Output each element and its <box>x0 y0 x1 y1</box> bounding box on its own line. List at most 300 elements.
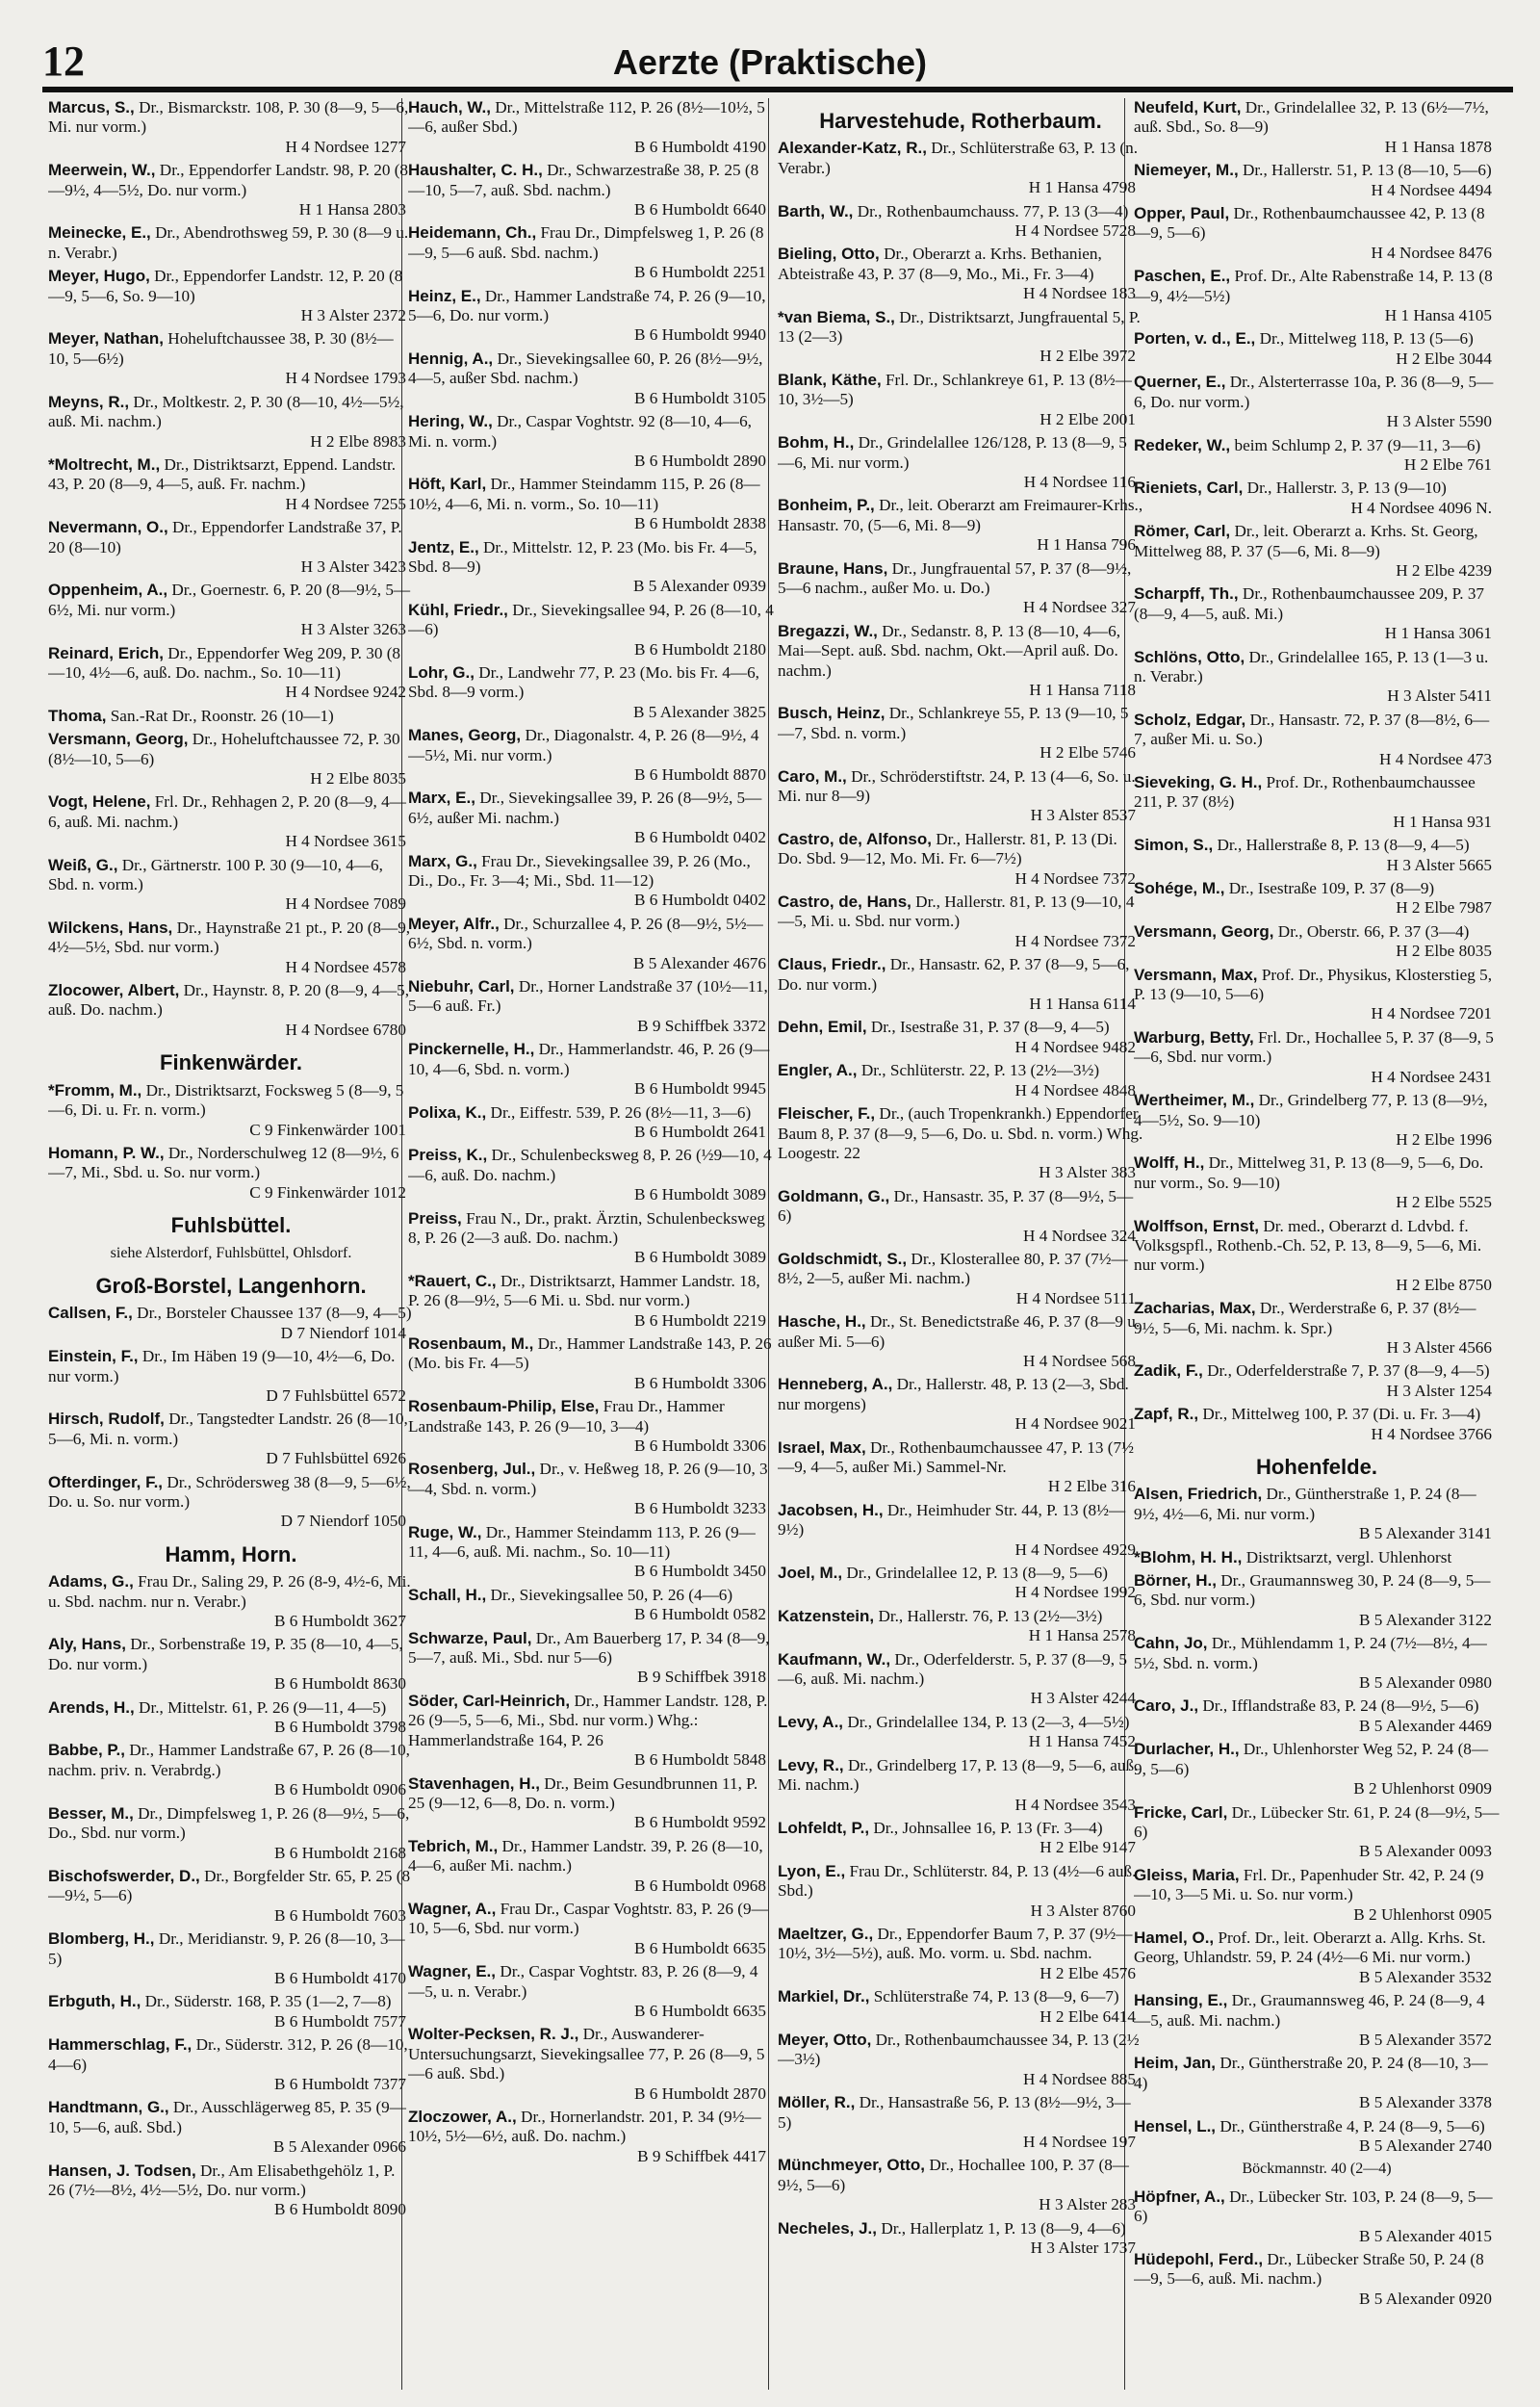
entry-details: Dr., Goernestr. 6, P. 20 (8—9½, 5—6½, Mi. nur vorm.) <box>48 581 411 619</box>
entry-details: Dr., Eppendorfer Landstr. 98, P. 20 (8—9½, 4—5½, Do. nur vorm.) <box>48 161 409 199</box>
entry-name: Lohfeldt, P., <box>778 1818 870 1837</box>
entry-phone: H 3 Alster 3423 <box>300 556 406 576</box>
district-heading: Hamm, Horn. <box>165 1541 297 1566</box>
entry-details: Dr., Schwarzestraße 38, P. 25 (8—10, 5—7, auß. Sbd. nachm.) <box>408 161 759 199</box>
entry-phone: H 2 Elbe 3972 <box>1040 347 1136 366</box>
entry-details: Dr., Hammer Landstraße 143, P. 26 (Mo. bis Fr. 4—5) <box>408 1333 772 1373</box>
entry-name: Rosenbaum, M., <box>408 1333 534 1353</box>
entry-details: Dr., Gärtnerstr. 100 P. 30 (9—10, 4—6, Sbd. n. vorm.) <box>48 855 383 894</box>
entry-name: Hauch, W., <box>408 98 491 116</box>
entry-phone: B 6 Humboldt 3105 <box>633 388 766 407</box>
entry-name: Preiss, K., <box>408 1146 488 1165</box>
entry-phone: H 4 Nordsee 2431 <box>1371 1067 1492 1086</box>
entry-details: Dr., Schurzallee 4, P. 26 (8—9½, 5½—6½, Sbd. n. vorm.) <box>408 914 763 953</box>
directory-entry <box>48 1635 414 1694</box>
directory-entry <box>408 1586 774 1625</box>
entry-phone: B 6 Humboldt 6640 <box>633 200 766 220</box>
directory-entry <box>408 2108 774 2166</box>
directory-entry <box>778 1607 1143 1646</box>
directory-entry <box>408 1334 774 1393</box>
directory-entry <box>48 856 414 915</box>
entry-details: San.-Rat Dr., Roonstr. 26 (10—1) <box>110 706 334 725</box>
entry-phone: B 6 Humboldt 3233 <box>633 1499 766 1518</box>
entry-phone: B 5 Alexander 0920 <box>1359 2289 1492 2308</box>
entry-details: Dr., Mühlendamm 1, P. 24 (7½—8½, 4—5½, Sbd. n. vorm.) <box>1134 1634 1487 1672</box>
entry-phone: H 4 Nordsee 3615 <box>285 832 406 851</box>
entry-name: Zadik, F., <box>1134 1361 1203 1381</box>
entry-name: Hansen, J. Todsen, <box>48 2161 196 2180</box>
entry-details: Dr., Heimhuder Str. 44, P. 13 (8½—9½) <box>778 1500 1126 1540</box>
directory-entry <box>778 2156 1143 2214</box>
entry-details: Frau Dr., Saling 29, P. 26 (8-9, 4½-6, Mi. u. Sbd. nachm. nur n. Verabr.) <box>48 1572 411 1611</box>
entry-phone: H 2 Elbe 8035 <box>1396 942 1492 961</box>
entry-phone: H 4 Nordsee 5728 <box>1014 221 1136 241</box>
entry-phone: H 4 Nordsee 4578 <box>285 957 406 976</box>
entry-details: Dr., Grindelallee 165, P. 13 (1—3 u. n. Verabr.) <box>1134 647 1489 686</box>
entry-phone: B 5 Alexander 3141 <box>1359 1524 1492 1543</box>
district-heading: Fuhlsbüttel. <box>170 1213 292 1238</box>
entry-name: Wolff, H., <box>1134 1153 1205 1173</box>
directory-entry <box>778 1564 1143 1603</box>
entry-name: Ofterdinger, F., <box>48 1472 164 1491</box>
entry-name: Babbe, P., <box>48 1741 125 1760</box>
entry-phone: D 7 Niendorf 1050 <box>280 1512 406 1531</box>
entry-phone: H 3 Alster 5590 <box>1386 412 1492 431</box>
entry-details: Frau Dr., Dimpfelsweg 1, P. 26 (8—9, 5—6 auß. Sbd. nachm.) <box>408 223 764 262</box>
entry-details: Dr., Jungfrauental 57, P. 37 (8—9½, 5—6 nachm., außer Mo. u. Do.) <box>778 558 1132 597</box>
entry-name: Rieniets, Carl, <box>1134 479 1244 498</box>
entry-details: Dr., Distriktsarzt, Jungfrauental 5, P. 13 (2—3) <box>778 307 1141 347</box>
directory-entry <box>48 981 414 1040</box>
entry-details: Schlüterstraße 74, P. 13 (8—9, 6—7) <box>873 1987 1119 2006</box>
entry-phone: H 4 Nordsee 4096 N. <box>1350 498 1492 517</box>
directory-entry <box>778 1501 1143 1560</box>
entry-details: Frl. Dr., Hochallee 5, P. 37 (8—9, 5—6, Sbd. nur vorm.) <box>1134 1027 1494 1067</box>
entry-phone: B 5 Alexander 4015 <box>1359 2226 1492 2245</box>
directory-entry <box>1134 2117 1500 2157</box>
directory-entry <box>778 1312 1143 1371</box>
directory-entry <box>778 245 1143 303</box>
entry-details: Prof. Dr., Rothenbaumchaussee 211, P. 37 (8½) <box>1134 773 1476 812</box>
entry-name: Münchmeyer, Otto, <box>778 2156 926 2175</box>
directory-entry <box>1134 373 1500 431</box>
entry-details: Dr., Graumannsweg 30, P. 24 (8—9, 5—6, Sbd. nur vorm.) <box>1134 1571 1491 1610</box>
entry-details: Prof. Dr., Physikus, Klosterstieg 5, P. 13 (9—10, 5—6) <box>1134 965 1493 1004</box>
entry-name: Zlocower, Albert, <box>48 981 180 1000</box>
entry-phone: H 2 Elbe 761 <box>1403 454 1492 474</box>
directory-entry <box>778 955 1143 1014</box>
entry-name: Versmann, Georg, <box>48 730 189 749</box>
entry-details: Dr., Eppendorfer Baum 7, P. 37 (9½—10½, 3½—5½), auß. Mo. vorm. u. Sbd. nachm. <box>778 1924 1133 1963</box>
directory-entry <box>778 1018 1143 1057</box>
entry-phone: H 4 Nordsee 116 <box>1023 472 1136 491</box>
entry-name: Zloczower, A., <box>408 2108 517 2126</box>
entry-name: Henneberg, A., <box>778 1375 893 1394</box>
directory-entry <box>778 1713 1143 1752</box>
entry-name: Einstein, F., <box>48 1347 139 1366</box>
entry-name: Simon, S., <box>1134 836 1214 855</box>
entry-details: Dr., Lübecker Str. 61, P. 24 (8—9½, 5—6) <box>1134 1802 1500 1841</box>
entry-phone: H 4 Nordsee 7372 <box>1014 931 1136 950</box>
entry-details: Dr., Uhlenhorster Weg 52, P. 24 (8—9, 5—6) <box>1134 1740 1489 1778</box>
entry-name: Preiss, <box>408 1208 462 1228</box>
entry-phone: H 3 Alster 8537 <box>1030 806 1136 825</box>
entry-phone: B 6 Humboldt 4190 <box>633 137 766 156</box>
entry-details: Dr., Schlüterstr. 22, P. 13 (2½—3½) <box>860 1061 1100 1080</box>
entry-phone: B 5 Alexander 0966 <box>273 2137 406 2157</box>
entry-name: Caro, M., <box>778 766 847 786</box>
entry-details: Dr., Tangstedter Landstr. 26 (8—10, 5—6, Mi. n. vorm.) <box>48 1410 408 1448</box>
entry-name: Bonheim, P., <box>778 496 875 515</box>
entry-details: Frau Dr., Caspar Voghtstr. 83, P. 26 (9—10, 5—6, Sbd. nur vorm.) <box>408 1899 768 1938</box>
entry-name: Querner, E., <box>1134 373 1226 392</box>
directory-entry <box>1134 436 1500 476</box>
entry-details: Dr., Schröderstiftstr. 24, P. 13 (4—6, So. u. Mi. nur 8—9) <box>778 766 1136 805</box>
entry-name: Meyns, R., <box>48 392 130 411</box>
entry-name: Polixa, K., <box>408 1102 487 1122</box>
directory-entry <box>48 1347 414 1406</box>
entry-details: Dr., Haynstraße 21 pt., P. 20 (8—9, 4½—5½, Sbd. nur vorm.) <box>48 918 411 957</box>
entry-phone: B 9 Schiffbek 3918 <box>637 1668 766 1687</box>
entry-name: Hensel, L., <box>1134 2116 1217 2135</box>
entry-details: Dr., Sievekingsallee 50, P. 26 (4—6) <box>490 1585 733 1604</box>
entry-details: Dr., Mittelweg 118, P. 13 (5—6) <box>1259 329 1474 349</box>
entry-details: Dr., Güntherstraße 1, P. 24 (8—9½, 4½—6, Mi. nur vorm.) <box>1134 1485 1476 1523</box>
entry-phone: H 2 Elbe 1996 <box>1396 1129 1492 1149</box>
directory-entry <box>408 412 774 471</box>
entry-phone: H 2 Elbe 316 <box>1047 1477 1136 1496</box>
entry-details: Dr., Eppendorfer Landstraße 37, P. 20 (8—10) <box>48 518 402 556</box>
entry-phone: B 2 Uhlenhorst 0905 <box>1353 1904 1492 1924</box>
directory-entry <box>778 1187 1143 1246</box>
entry-phone: B 6 Humboldt 2890 <box>633 451 766 470</box>
entry-phone: B 5 Alexander 3532 <box>1359 1967 1492 1986</box>
directory-entry <box>48 919 414 977</box>
directory-entry <box>408 663 774 722</box>
entry-phone: H 1 Hansa 6114 <box>1029 995 1136 1014</box>
entry-details: Dr., Im Häben 19 (9—10, 4½—6, Do. nur vorm.) <box>48 1347 396 1385</box>
directory-entry <box>408 1629 774 1688</box>
entry-name: Höpfner, A., <box>1134 2187 1225 2206</box>
entry-phone: H 4 Nordsee 7372 <box>1014 868 1136 888</box>
directory-entry <box>1134 922 1500 962</box>
directory-entry <box>1134 2250 1500 2309</box>
entry-phone: H 3 Alster 5665 <box>1386 855 1492 874</box>
directory-entry <box>1134 648 1500 707</box>
entry-details: Dr., Sievekingsallee 94, P. 26 (8—10, 4—6) <box>408 600 774 639</box>
entry-name: Stavenhagen, H., <box>408 1773 540 1793</box>
entry-details: Dr., Hallerstr. 81, P. 13 (9—10, 4—5, Mi. u. Sbd. nur vorm.) <box>778 893 1135 931</box>
entry-phone: B 6 Humboldt 9592 <box>633 1813 766 1832</box>
entry-phone: B 6 Humboldt 3089 <box>633 1185 766 1204</box>
entry-phone: H 3 Alster 2372 <box>300 306 406 325</box>
entry-name: Römer, Carl, <box>1134 522 1231 541</box>
entry-name: Börner, H., <box>1134 1571 1217 1591</box>
directory-entry <box>408 98 774 157</box>
directory-entry <box>48 1698 414 1738</box>
entry-details: Dr., Oderfelderstr. 5, P. 37 (8—9, 5—6, auß. Mi. nachm.) <box>778 1649 1127 1689</box>
entry-phone: H 4 Nordsee 9242 <box>285 683 406 702</box>
directory-entry <box>778 1862 1143 1921</box>
entry-phone: H 1 Hansa 4105 <box>1384 306 1492 325</box>
entry-phone: B 6 Humboldt 4170 <box>273 1968 406 1987</box>
entry-name: Kühl, Friedr., <box>408 600 508 619</box>
entry-name: Dehn, Emil, <box>778 1018 867 1037</box>
entry-phone: B 6 Humboldt 7377 <box>273 2074 406 2093</box>
entry-name: Meyer, Nathan, <box>48 329 164 349</box>
entry-name: Durlacher, H., <box>1134 1740 1240 1759</box>
directory-entry <box>408 2025 774 2104</box>
directory-entry <box>778 139 1143 197</box>
entry-phone: B 5 Alexander 0939 <box>633 577 766 596</box>
entry-name: Höft, Karl, <box>408 475 487 494</box>
district-heading: Groß-Borstel, Langenhorn. <box>95 1273 367 1298</box>
directory-entry <box>408 1692 774 1771</box>
directory-entry <box>778 2093 1143 2152</box>
entry-phone: H 1 Hansa 2803 <box>298 200 406 220</box>
directory-entry <box>48 1572 414 1631</box>
directory-entry <box>1134 2187 1500 2246</box>
entry-details: Dr., Hammerlandstr. 46, P. 26 (9—10, 4—6, Sbd. n. vorm.) <box>408 1040 770 1078</box>
entry-name: Katzenstein, <box>778 1606 875 1625</box>
district-note: siehe Alsterdorf, Fuhlsbüttel, Ohlsdorf. <box>110 1244 352 1261</box>
entry-details: Dr., Johnsallee 16, P. 13 (Fr. 3—4) <box>873 1818 1103 1837</box>
directory-entry <box>408 287 774 346</box>
entry-details: Dr., Grindelallee 134, P. 13 (2—3, 4—5½) <box>847 1712 1130 1731</box>
directory-entry <box>48 2161 414 2220</box>
entry-name: Versmann, Max, <box>1134 965 1258 984</box>
entry-name: Hirsch, Rudolf, <box>48 1410 165 1429</box>
header-rule <box>42 87 1513 92</box>
entry-name: Aly, Hans, <box>48 1635 126 1654</box>
entry-details: Dr. med., Oberarzt d. Ldvbd. f. Volksgspfl., Rothenb.-Ch. 52, P. 13, 8—9, 5—6, Mi. nur vorm.) <box>1134 1216 1482 1275</box>
entry-phone: B 5 Alexander 3122 <box>1359 1610 1492 1629</box>
entry-name: Sohége, M., <box>1134 879 1225 898</box>
entry-name: Vogt, Helene, <box>48 792 151 812</box>
entry-phone: B 6 Humboldt 0906 <box>273 1780 406 1799</box>
column-1 <box>48 98 414 2390</box>
entry-details: Dr., Grindelberg 77, P. 13 (8—9½, 4—5½, So. 9—10) <box>1134 1091 1488 1129</box>
entry-phone: H 3 Alster 283 <box>1039 2195 1136 2214</box>
entry-name: Hamel, O., <box>1134 1928 1215 1947</box>
directory-entry <box>48 98 414 157</box>
directory-entry <box>408 977 774 1036</box>
entry-phone: H 4 Nordsee 4848 <box>1014 1080 1136 1100</box>
entry-phone: H 4 Nordsee 473 <box>1379 749 1492 768</box>
entry-details: Frl. Dr., Schlankreye 61, P. 13 (8½—10, 3½—5) <box>778 370 1132 409</box>
entry-phone: H 1 Hansa 796 <box>1037 535 1136 555</box>
entry-details: Dr., Rothenbaumchaussee 42, P. 13 (8—9, 5—6) <box>1134 204 1485 243</box>
entry-details: Dr., Grindelallee 126/128, P. 13 (8—9, 5—6, Mi. nur vorm.) <box>778 433 1127 472</box>
entry-phone: H 1 Hansa 1878 <box>1384 137 1492 156</box>
entry-phone: H 2 Elbe 7987 <box>1396 898 1492 918</box>
directory-entry <box>778 1756 1143 1815</box>
entry-details: Dr., Mittelweg 31, P. 13 (8—9, 5—6, Do. nur vorm., So. 9—10) <box>1134 1153 1484 1192</box>
directory-entry <box>408 475 774 533</box>
entry-name: Rosenberg, Jul., <box>408 1460 536 1479</box>
entry-name: Paschen, E., <box>1134 267 1231 286</box>
entry-phone: B 6 Humboldt 0968 <box>633 1876 766 1895</box>
entry-name: Bischofswerder, D., <box>48 1866 200 1885</box>
directory-entry <box>408 1040 774 1099</box>
entry-name: Marcus, S., <box>48 98 135 116</box>
entry-phone: H 2 Elbe 5525 <box>1396 1193 1492 1212</box>
entry-details: Dr., Bismarckstr. 108, P. 30 (8—9, 5—6, Mi. nur vorm.) <box>48 98 409 137</box>
entry-phone: B 6 Humboldt 3798 <box>273 1718 406 1737</box>
entry-name: Porten, v. d., E., <box>1134 329 1256 349</box>
entry-details: Dr., Hallerplatz 1, P. 13 (8—9, 4—6) <box>881 2218 1126 2238</box>
directory-entry <box>48 707 414 726</box>
entry-phone: B 6 Humboldt 2251 <box>633 263 766 282</box>
entry-details: Dr., Güntherstraße 4, P. 24 (8—9, 5—6) <box>1219 2116 1485 2135</box>
entry-name: Meyer, Alfr., <box>408 914 500 933</box>
entry-name: Alsen, Friedrich, <box>1134 1485 1263 1504</box>
directory-entry <box>48 223 414 263</box>
entry-name: Adams, G., <box>48 1572 134 1592</box>
directory-entry <box>778 1104 1143 1183</box>
entry-phone: B 9 Schiffbek 3372 <box>637 1016 766 1035</box>
entry-phone: H 4 Nordsee 7255 <box>285 494 406 513</box>
directory-entry <box>1134 966 1500 1024</box>
entry-details: Dr., Süderstr. 312, P. 26 (8—10, 4—6) <box>48 2035 408 2074</box>
directory-entry <box>1134 1548 1500 1567</box>
entry-phone: H 2 Elbe 4239 <box>1396 560 1492 580</box>
entry-details: Dr., Mittelweg 100, P. 37 (Di. u. Fr. 3—4) <box>1202 1405 1481 1424</box>
directory-entry <box>1134 1696 1500 1736</box>
entry-details: Dr., Schlüterstraße 63, P. 13 (n. Verabr.) <box>778 139 1139 177</box>
entry-details: Dr., Oberstr. 66, P. 37 (3—4) <box>1277 921 1470 941</box>
entry-name: Scholz, Edgar, <box>1134 710 1246 729</box>
entry-phone: B 5 Alexander 0980 <box>1359 1673 1492 1693</box>
directory-entry <box>1134 329 1500 369</box>
directory-entry <box>48 267 414 325</box>
entry-details: Dr., Ifflandstraße 83, P. 24 (8—9½, 5—6) <box>1202 1696 1479 1716</box>
directory-entry <box>48 393 414 452</box>
entry-details: Dr., Hansastr. 35, P. 37 (8—9½, 5—6) <box>778 1186 1134 1226</box>
entry-phone: B 6 Humboldt 8630 <box>273 1674 406 1694</box>
entry-details: Dr., Alsterterrasse 10a, P. 36 (8—9, 5—6, Do. nur vorm.) <box>1134 373 1494 411</box>
entry-details: Dr., Eppendorfer Weg 209, P. 30 (8—10, 4½—6, auß. Do. nachm., So. 10—11) <box>48 643 401 682</box>
entry-name: Hennig, A., <box>408 349 494 368</box>
entry-name: Niemeyer, M., <box>1134 161 1239 180</box>
entry-phone: B 6 Humboldt 9945 <box>633 1079 766 1099</box>
entry-name: Gleiss, Maria, <box>1134 1865 1240 1884</box>
directory-entry <box>48 1304 414 1343</box>
entry-details: Dr., Hallerstr. 48, P. 13 (2—3, Sbd. nur morgens) <box>778 1375 1129 1413</box>
directory-entry <box>778 559 1143 618</box>
entry-phone: C 9 Finkenwärder 1012 <box>249 1182 406 1202</box>
directory-entry <box>778 2031 1143 2089</box>
entry-name: Schall, H., <box>408 1585 487 1604</box>
entry-phone: H 4 Nordsee 183 <box>1023 284 1136 303</box>
entry-details: Dr., Hallerstr. 51, P. 13 (8—10, 5—6) <box>1242 161 1492 180</box>
entry-name: Wolter-Pecksen, R. J., <box>408 2025 579 2044</box>
entry-phone: B 5 Alexander 3378 <box>1359 2093 1492 2112</box>
directory-entry <box>778 704 1143 763</box>
entry-details: Dr., Norderschulweg 12 (8—9½, 6—7, Mi., Sbd. u. So. nur vorm.) <box>48 1143 399 1182</box>
entry-details: Prof. Dr., Alte Rabenstraße 14, P. 13 (8—9, 4½—5½) <box>1134 267 1493 305</box>
entry-name: Lohr, G., <box>408 662 475 682</box>
entry-name: Castro, de, Alfonso, <box>778 829 932 848</box>
entry-name: Besser, M., <box>48 1803 134 1823</box>
entry-details: Dr., Hornerlandstr. 201, P. 34 (9½—10½, 5½—6½, auß. Do. nachm.) <box>408 2108 761 2146</box>
directory-entry <box>48 2098 414 2157</box>
entry-details: Dr., Hammer Landstr. 128, P. 26 (9—5, 5—6, Mi., Sbd. nur vorm.) Whg.: Hammerlandstraße 164, P. 26 <box>408 1691 768 1749</box>
entry-phone: D 7 Niendorf 1014 <box>280 1323 406 1342</box>
directory-entry <box>48 1804 414 1863</box>
entry-details: Dr., Sedanstr. 8, P. 13 (8—10, 4—6, Mai—Sept. auß. Sbd. nachm, Okt.—April auß. Do. nachm.) <box>778 621 1121 680</box>
entry-phone: H 3 Alster 3263 <box>300 620 406 639</box>
entry-name: Schlöns, Otto, <box>1134 647 1245 666</box>
entry-phone: B 6 Humboldt 6635 <box>633 2001 766 2020</box>
entry-details: Dr., Eiffestr. 539, P. 26 (8½—11, 3—6) <box>490 1102 752 1122</box>
entry-phone: B 6 Humboldt 8870 <box>633 765 766 784</box>
entry-details: beim Schlump 2, P. 37 (9—11, 3—6) <box>1234 435 1481 454</box>
entry-name: Sieveking, G. H., <box>1134 773 1263 791</box>
entry-name: Niebuhr, Carl, <box>408 977 515 996</box>
entry-name: Zacharias, Max, <box>1134 1299 1256 1318</box>
directory-entry <box>1134 267 1500 325</box>
entry-name: Scharpff, Th., <box>1134 584 1239 604</box>
directory-entry <box>48 1081 414 1140</box>
directory-entry <box>1134 773 1500 832</box>
entry-name: Alexander-Katz, R., <box>778 139 927 158</box>
entry-name: Pinckernelle, H., <box>408 1040 535 1059</box>
directory-entry <box>48 518 414 577</box>
entry-phone: B 6 Humboldt 5848 <box>633 1750 766 1770</box>
entry-phone: C 9 Finkenwärder 1001 <box>249 1120 406 1139</box>
entry-details: Dr., Moltkestr. 2, P. 30 (8—10, 4½—5½, auß. Mi. nachm.) <box>48 392 404 431</box>
entry-phone: H 4 Nordsee 885 <box>1023 2069 1136 2088</box>
entry-phone: H 1 Hansa 4798 <box>1028 178 1136 197</box>
directory-entry <box>48 581 414 639</box>
entry-details: Dr., Am Bauerberg 17, P. 34 (8—9, 5—7, auß. Mi., Sbd. nur 5—6) <box>408 1628 770 1668</box>
entry-details: Dr., Schulenbecksweg 8, P. 26 (½9—10, 4—6, auß. Do. nachm.) <box>408 1146 772 1184</box>
entry-name: Opper, Paul, <box>1134 204 1230 223</box>
directory-entry <box>408 1900 774 1958</box>
entry-name: Levy, A., <box>778 1712 844 1731</box>
entry-phone: B 6 Humboldt 2838 <box>633 514 766 533</box>
entry-name: Hering, W., <box>408 412 493 431</box>
entry-phone: H 1 Hansa 2578 <box>1028 1626 1136 1645</box>
directory-entry <box>1134 1028 1500 1087</box>
directory-entry <box>778 1375 1143 1434</box>
entry-details: Dr., Rothenbaumchaussee 47, P. 13 (7½—9, 4—5, außer Mi.) Sammel-Nr. <box>778 1437 1134 1476</box>
entry-details: Dr., Distriktsarzt, Hammer Landstr. 18, P. 26 (8—9½, 5—6 Mi. u. Sbd. nur vorm.) <box>408 1271 760 1310</box>
directory-entry <box>1134 204 1500 263</box>
directory-entry <box>48 1741 414 1799</box>
entry-name: Marx, E., <box>408 789 475 808</box>
entry-name: *Blohm, H. H., <box>1134 1547 1243 1566</box>
directory-entry <box>1134 479 1500 518</box>
directory-entry <box>1134 1361 1500 1401</box>
entry-name: Reinard, Erich, <box>48 643 164 662</box>
entry-name: Söder, Carl-Heinrich, <box>408 1691 571 1710</box>
entry-phone: H 4 Nordsee 7089 <box>285 894 406 914</box>
entry-name: Meyer, Hugo, <box>48 267 150 286</box>
entry-name: Hüdepohl, Ferd., <box>1134 2250 1264 2269</box>
entry-details: Dr., Am Elisabethgehölz 1, P. 26 (7½—8½, 4½—5½, Do. nur vorm.) <box>48 2161 396 2199</box>
entry-details: Dr., Schlankreye 55, P. 13 (9—10, 5—7, Sbd. n. vorm.) <box>778 704 1129 742</box>
directory-entry <box>48 1144 414 1203</box>
directory-entry <box>1134 584 1500 643</box>
entry-phone: B 5 Alexander 4469 <box>1359 1716 1492 1735</box>
entry-name: Heinz, E., <box>408 286 481 305</box>
directory-entry <box>778 1925 1143 1983</box>
entry-name: Haushalter, C. H., <box>408 161 543 180</box>
entry-phone: B 6 Humboldt 3089 <box>633 1248 766 1267</box>
entry-name: Markiel, Dr., <box>778 1987 870 2006</box>
